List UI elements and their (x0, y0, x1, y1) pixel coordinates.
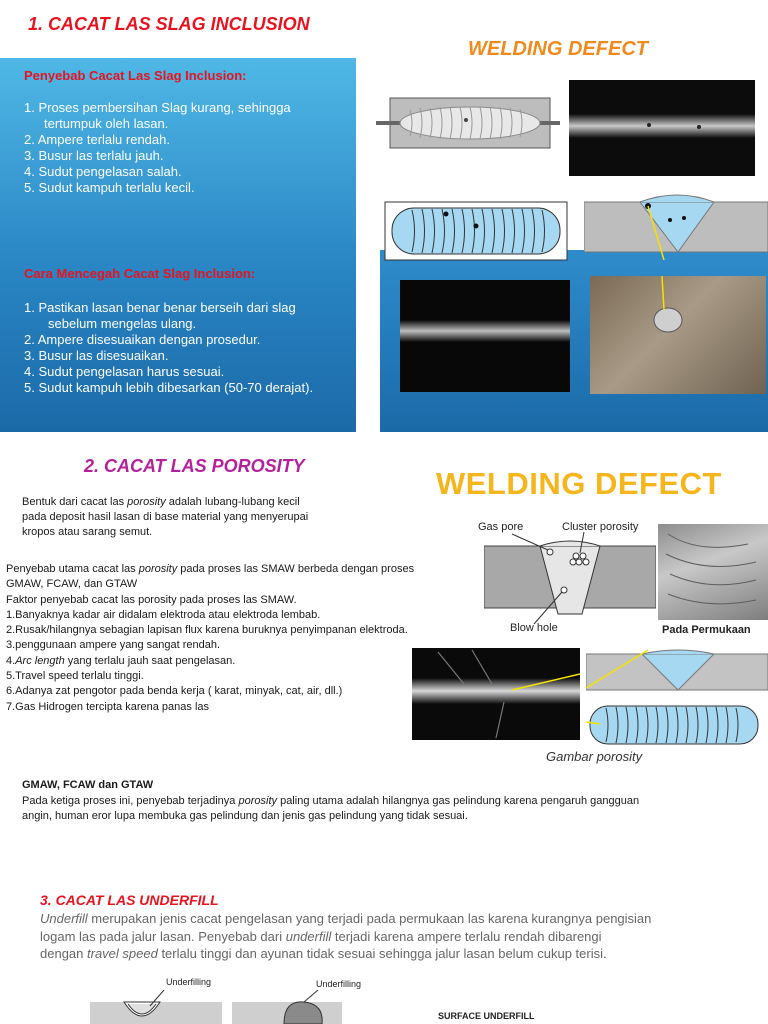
underfill-diagram-a (90, 990, 222, 1024)
cause-line: 1.Banyaknya kadar air didalam elektroda atau elektroda lembab. (6, 608, 321, 621)
prevent-line: 2. Ampere disesuaikan dengan prosedur. (24, 332, 261, 347)
section1-banner: WELDING DEFECT (468, 38, 648, 60)
slag-photo-2 (400, 280, 570, 392)
slag-photo-1 (569, 80, 755, 176)
cause-line: 2.Rusak/hilangnya sebagian lapisan flux karena buruknya penyimpanan elektroda. (6, 624, 408, 637)
cause-line: 4. Sudut pengelasan salah. (24, 164, 182, 179)
prevent-title: Cara Mencegah Cacat Slag Inclusion: (24, 266, 256, 281)
underfill-line: logam las pada jalur lasan. Penyebab dari underfill terjadi karena ampere terlalu rendah dibarengi (40, 928, 602, 944)
prevent-line: 5. Sudut kampuh lebih dibesarkan (50-70 derajat). (24, 380, 314, 395)
intro-line: pada deposit hasil lasan di base material yang menyerupai (22, 511, 309, 523)
slag-bar-diagram (376, 88, 560, 158)
cause-line: 6.Adanya zat pengotor pada benda kerja ( karat, minyak, cat, air, dll.) (6, 685, 343, 698)
underfill-line: Underfill merupakan jenis cacat pengelasan yang terjadi pada permukaan las karena kurangnya pengisian (40, 911, 652, 926)
prevent-line: 4. Sudut pengelasan harus sesuai. (24, 364, 225, 379)
causes-title: Penyebab Cacat Las Slag Inclusion: (24, 68, 247, 83)
label-surface: Pada Permukaan (662, 624, 751, 636)
gmaw-line: Pada ketiga proses ini, penyebab terjadinya porosity paling utama adalah hilangnya gas pelindung karena pengaruh gangguan (22, 795, 640, 807)
label-underfilling-a: Underfilling (166, 977, 212, 987)
porosity-intro (22, 495, 308, 540)
prevent-list (24, 300, 313, 396)
cause-line: 1. Proses pembersihan Slag kurang, sehingga (24, 100, 291, 115)
intro-line: kropos atau sarang semut. (22, 526, 153, 538)
cause-line: GMAW, FCAW, dan GTAW (6, 578, 138, 591)
slag-joint-diagram (584, 194, 768, 260)
label-cluster-porosity: Cluster porosity (562, 521, 639, 533)
prevent-line: sebelum mengelas ulang. (48, 316, 197, 331)
cause-line: 5.Travel speed terlalu tinggi. (6, 670, 144, 683)
label-underfilling-b: Underfilling (316, 979, 362, 989)
gmaw-title: GMAW, FCAW dan GTAW (22, 779, 154, 791)
causes-list (24, 100, 291, 196)
gmaw-line: angin, human eror lupa membuka gas pelindung dan jenis gas pelindung yang tidak sesuai. (22, 810, 468, 822)
cause-line: Penyebab utama cacat las porosity pada proses las SMAW berbeda dengan proses (6, 563, 415, 575)
gmaw-text (22, 794, 639, 824)
label-gas-pore: Gas pore (478, 521, 524, 533)
porosity-xray-photo (412, 648, 580, 740)
cause-line: Faktor penyebab cacat las porosity pada proses las SMAW. (6, 593, 297, 606)
cause-line: tertumpuk oleh lasan. (44, 116, 169, 131)
cause-line: 5. Sudut kampuh terlalu kecil. (24, 180, 195, 195)
porosity-surface-photo (658, 524, 768, 620)
slag-bead-diagram (384, 200, 568, 262)
cause-line: 7.Gas Hidrogen tercipta karena panas las (6, 700, 210, 713)
porosity-caption: Gambar porosity (546, 749, 643, 764)
porosity-joint-small (586, 648, 768, 694)
intro-line: Bentuk dari cacat las porosity adalah lubang-lubang kecil (22, 496, 300, 508)
porosity-causes (6, 562, 414, 715)
porosity-bead-diagram (586, 702, 762, 748)
prevent-line: 1. Pastikan lasan benar benar berseih dari slag (24, 300, 296, 315)
label-surface-underfill: SURFACE UNDERFILL (438, 1011, 535, 1021)
section2-heading: 2. CACAT LAS POROSITY (84, 456, 305, 476)
cause-line: 2. Ampere terlalu rendah. (24, 132, 170, 147)
cause-line: 3. Busur las terlalu jauh. (24, 148, 164, 163)
section1-heading: 1. CACAT LAS SLAG INCLUSION (28, 14, 310, 34)
section2-banner: WELDING DEFECT (436, 466, 722, 501)
section3-heading: 3. CACAT LAS UNDERFILL (40, 892, 219, 908)
prevent-line: 3. Busur las disesuaikan. (24, 348, 169, 363)
underfill-diagram-b (232, 990, 342, 1024)
cause-line: 4.Arc length yang terlalu jauh saat pengelasan. (6, 654, 236, 667)
slag-photo-3 (590, 276, 766, 394)
underfill-text (40, 910, 651, 963)
underfill-line: dengan travel speed terlalu tinggi dan ayunan tidak sesuai sehingga jalur lasan belum cukup terisi. (40, 946, 607, 961)
cause-line: 3.penggunaan ampere yang sangat rendah. (6, 639, 221, 652)
label-blow-hole: Blow hole (510, 622, 558, 634)
